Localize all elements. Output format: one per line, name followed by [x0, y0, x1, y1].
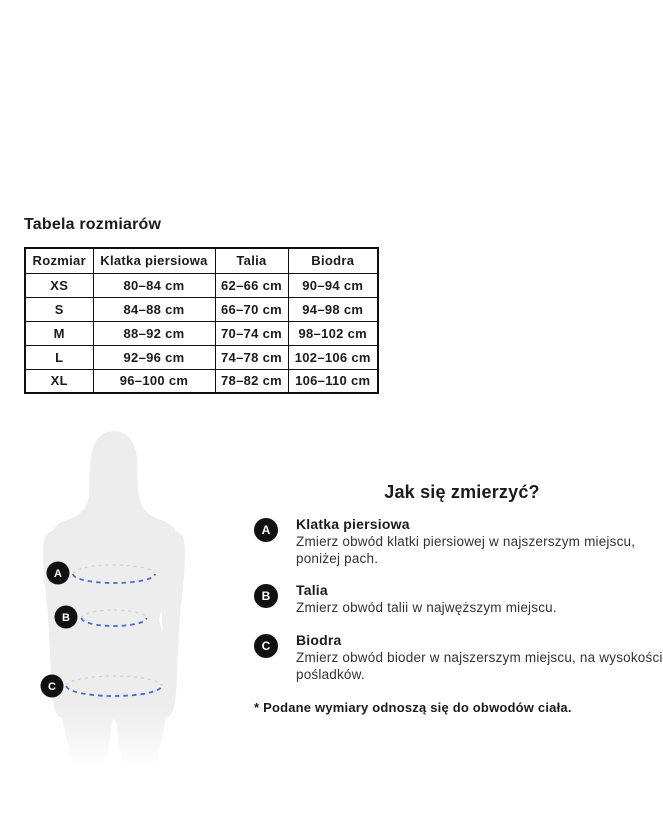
cell-hips: 94–98 cm	[288, 297, 378, 321]
cell-chest: 88–92 cm	[93, 321, 215, 345]
cell-chest: 84–88 cm	[93, 297, 215, 321]
cell-chest: 92–96 cm	[93, 345, 215, 369]
cell-hips: 106–110 cm	[288, 369, 378, 393]
cell-waist: 70–74 cm	[215, 321, 288, 345]
size-table-title: Tabela rozmiarów	[24, 216, 162, 233]
table-row-xl	[25, 369, 378, 393]
figure-marker-b	[55, 606, 78, 629]
cell-waist: 62–66 cm	[215, 273, 288, 297]
badge-c: C	[254, 634, 278, 658]
measurement-footnote: * Podane wymiary odnoszą się do obwodów ciała.	[254, 700, 572, 715]
cell-hips: 98–102 cm	[288, 321, 378, 345]
female-silhouette	[43, 431, 185, 773]
measure-item-waist-label: Talia	[296, 582, 328, 598]
cell-size: M	[25, 321, 93, 345]
silhouette-body	[52, 431, 176, 773]
marker-a-letter: A	[54, 568, 62, 580]
cell-hips: 102–106 cm	[288, 345, 378, 369]
marker-c-letter: C	[48, 681, 56, 693]
marker-b-letter: B	[62, 612, 70, 624]
measure-item-text	[296, 582, 663, 617]
cell-chest: 80–84 cm	[93, 273, 215, 297]
measure-item-hips	[254, 632, 663, 683]
silhouette-right-arm	[161, 531, 185, 718]
measure-item-text	[296, 632, 663, 683]
measure-item-chest-description: Zmierz obwód klatki piersiowej w najszerszym miejscu, poniżej pach.	[296, 534, 636, 566]
cell-chest: 96–100 cm	[93, 369, 215, 393]
table-row-m	[25, 321, 378, 345]
size-table	[24, 247, 379, 394]
cell-size: S	[25, 297, 93, 321]
col-header-klatka-piersiowa: Klatka piersiowa	[93, 248, 215, 273]
measure-item-text	[296, 516, 663, 567]
cell-waist: 74–78 cm	[215, 345, 288, 369]
cell-size: XL	[25, 369, 93, 393]
cell-size: L	[25, 345, 93, 369]
badge-b: B	[254, 584, 278, 608]
body-silhouette-svg	[30, 415, 250, 800]
how-to-measure-title: Jak się zmierzyć?	[384, 482, 540, 502]
table-row-l	[25, 345, 378, 369]
cell-size: XS	[25, 273, 93, 297]
col-header-rozmiar: Rozmiar	[25, 248, 93, 273]
col-header-biodra: Biodra	[288, 248, 378, 273]
figure-marker-a	[47, 562, 70, 585]
size-table-header-row	[25, 248, 378, 273]
measure-item-waist-description: Zmierz obwód talii w najwęższym miejscu.	[296, 600, 557, 615]
col-header-talia: Talia	[215, 248, 288, 273]
badge-a: A	[254, 518, 278, 542]
measure-item-chest	[254, 516, 663, 567]
figure-marker-c	[41, 675, 64, 698]
measure-item-hips-label: Biodra	[296, 632, 342, 648]
cell-waist: 78–82 cm	[215, 369, 288, 393]
measure-item-chest-label: Klatka piersiowa	[296, 516, 410, 532]
measure-item-waist	[254, 582, 663, 617]
cell-waist: 66–70 cm	[215, 297, 288, 321]
cell-hips: 90–94 cm	[288, 273, 378, 297]
table-row-xs	[25, 273, 378, 297]
size-table-section	[24, 216, 379, 394]
table-row-s	[25, 297, 378, 321]
measure-item-hips-description: Zmierz obwód bioder w najszerszym miejscu, na wysokości pośladków.	[296, 650, 663, 682]
body-measurement-figure	[30, 415, 250, 800]
